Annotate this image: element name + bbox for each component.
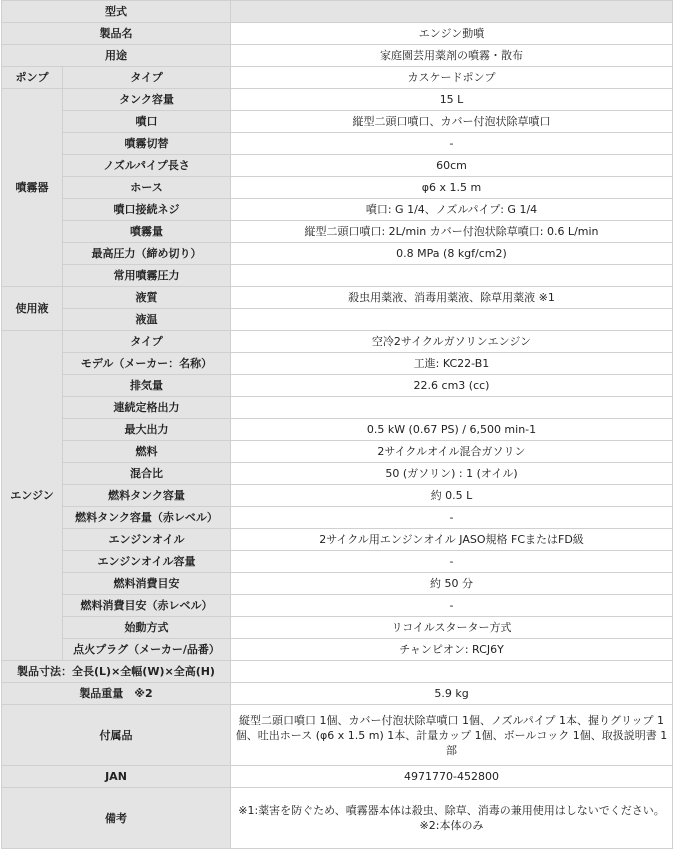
value-funmuki-5: 噴口: G 1/4、ノズルパイプ: G 1/4 xyxy=(231,199,673,221)
label-engine-14: 点火プラグ（メーカー/品番） xyxy=(63,639,231,661)
row-engine-7 xyxy=(2,485,673,507)
row-funmuki-7 xyxy=(2,243,673,265)
label-funmuki-4: ホース xyxy=(63,177,231,199)
row-funmuki-3 xyxy=(2,155,673,177)
value-engine-4: 0.5 kW (0.67 PS) / 6,500 min-1 xyxy=(231,419,673,441)
value-funmuki-4: φ6 x 1.5 m xyxy=(231,177,673,199)
value-engine-6: 50 (ガソリン) : 1 (オイル) xyxy=(231,463,673,485)
row-youto xyxy=(2,45,673,67)
label-funmuki-2: 噴霧切替 xyxy=(63,133,231,155)
label-engine-12: 燃料消費目安（赤レベル） xyxy=(63,595,231,617)
row-engine-2 xyxy=(2,375,673,397)
value-shiyoueki-0: 殺虫用薬液、消毒用薬液、除草用薬液 ※1 xyxy=(231,287,673,309)
label-juuryou: 製品重量 ※2 xyxy=(2,683,231,705)
row-funmuki-4 xyxy=(2,177,673,199)
value-funmuki-8 xyxy=(231,265,673,287)
label-engine-1: モデル（メーカー：名称） xyxy=(63,353,231,375)
label-engine-10: エンジンオイル容量 xyxy=(63,551,231,573)
value-youto: 家庭園芸用薬剤の噴霧・散布 xyxy=(231,45,673,67)
label-funmuki-6: 噴霧量 xyxy=(63,221,231,243)
row-pump-type xyxy=(2,67,673,89)
value-engine-10: - xyxy=(231,551,673,573)
label-engine-7: 燃料タンク容量 xyxy=(63,485,231,507)
row-engine-1 xyxy=(2,353,673,375)
value-funmuki-1: 縦型二頭口噴口、カバー付泡状除草噴口 xyxy=(231,111,673,133)
label-katashiki: 型式 xyxy=(2,1,231,23)
group-pump: ポンプ xyxy=(2,67,63,89)
label-engine-0: タイプ xyxy=(63,331,231,353)
row-engine-13 xyxy=(2,617,673,639)
value-engine-8: - xyxy=(231,507,673,529)
label-engine-5: 燃料 xyxy=(63,441,231,463)
value-sunpou xyxy=(231,661,673,683)
label-engine-8: 燃料タンク容量（赤レベル） xyxy=(63,507,231,529)
value-funmuki-2: - xyxy=(231,133,673,155)
row-engine-8 xyxy=(2,507,673,529)
label-funmuki-1: 噴口 xyxy=(63,111,231,133)
group-shiyoueki: 使用液 xyxy=(2,287,63,331)
label-engine-3: 連続定格出力 xyxy=(63,397,231,419)
bikou-note-2: ※2:本体のみ xyxy=(419,819,484,832)
row-funmuki-5 xyxy=(2,199,673,221)
label-engine-13: 始動方式 xyxy=(63,617,231,639)
value-engine-13: リコイルスターター方式 xyxy=(231,617,673,639)
label-engine-4: 最大出力 xyxy=(63,419,231,441)
value-shiyoueki-1 xyxy=(231,309,673,331)
label-funmuki-8: 常用噴霧圧力 xyxy=(63,265,231,287)
value-juuryou: 5.9 kg xyxy=(231,683,673,705)
label-engine-2: 排気量 xyxy=(63,375,231,397)
row-sunpou xyxy=(2,661,673,683)
row-funmuki-0 xyxy=(2,89,673,111)
row-engine-11 xyxy=(2,573,673,595)
row-shiyoueki-1 xyxy=(2,309,673,331)
value-funmuki-0: 15 L xyxy=(231,89,673,111)
label-shiyoueki-1: 液温 xyxy=(63,309,231,331)
row-seihinmei xyxy=(2,23,673,45)
value-engine-11: 約 50 分 xyxy=(231,573,673,595)
label-seihinmei: 製品名 xyxy=(2,23,231,45)
value-funmuki-7: 0.8 MPa (8 kgf/cm2) xyxy=(231,243,673,265)
row-engine-6 xyxy=(2,463,673,485)
label-funmuki-7: 最高圧力（締め切り） xyxy=(63,243,231,265)
row-katashiki xyxy=(2,1,673,23)
value-engine-14: チャンピオン: RCJ6Y xyxy=(231,639,673,661)
row-bikou xyxy=(2,788,673,849)
value-engine-9: 2サイクル用エンジンオイル JASO規格 FCまたはFD級 xyxy=(231,529,673,551)
row-engine-0 xyxy=(2,331,673,353)
label-jan: JAN xyxy=(2,766,231,788)
value-engine-2: 22.6 cm3 (cc) xyxy=(231,375,673,397)
value-seihinmei: エンジン動噴 xyxy=(231,23,673,45)
label-fuzokuhin: 付属品 xyxy=(2,705,231,766)
value-engine-5: 2サイクルオイル混合ガソリン xyxy=(231,441,673,463)
value-funmuki-3: 60cm xyxy=(231,155,673,177)
row-jan xyxy=(2,766,673,788)
label-funmuki-5: 噴口接続ネジ xyxy=(63,199,231,221)
value-jan: 4971770-452800 xyxy=(231,766,673,788)
label-engine-9: エンジンオイル xyxy=(63,529,231,551)
bikou-note-1: ※1:薬害を防ぐため、噴霧器本体は殺虫、除草、消毒の兼用使用はしないでください。 xyxy=(238,804,665,817)
row-engine-3 xyxy=(2,397,673,419)
row-fuzokuhin xyxy=(2,705,673,766)
row-engine-14 xyxy=(2,639,673,661)
label-pump-type: タイプ xyxy=(63,67,231,89)
group-engine: エンジン xyxy=(2,331,63,661)
label-funmuki-3: ノズルパイプ長さ xyxy=(63,155,231,177)
row-engine-9 xyxy=(2,529,673,551)
label-shiyoueki-0: 液質 xyxy=(63,287,231,309)
label-engine-6: 混合比 xyxy=(63,463,231,485)
row-juuryou xyxy=(2,683,673,705)
value-fuzokuhin: 縦型二頭口噴口 1個、カバー付泡状除草噴口 1個、ノズルパイプ 1本、握りグリップ 1個、吐出ホース (φ6 x 1.5 m) 1本、計量カップ 1個、ボールコック 1個、取扱説明書 1部 xyxy=(231,705,673,766)
row-funmuki-8 xyxy=(2,265,673,287)
row-funmuki-2 xyxy=(2,133,673,155)
value-bikou xyxy=(231,788,673,849)
label-engine-11: 燃料消費目安 xyxy=(63,573,231,595)
value-engine-0: 空冷2サイクルガソリンエンジン xyxy=(231,331,673,353)
group-funmuki: 噴霧器 xyxy=(2,89,63,287)
row-funmuki-6 xyxy=(2,221,673,243)
row-shiyoueki-0 xyxy=(2,287,673,309)
label-funmuki-0: タンク容量 xyxy=(63,89,231,111)
value-engine-3 xyxy=(231,397,673,419)
value-engine-12: - xyxy=(231,595,673,617)
row-funmuki-1 xyxy=(2,111,673,133)
row-engine-5 xyxy=(2,441,673,463)
row-engine-10 xyxy=(2,551,673,573)
spec-table xyxy=(1,0,673,849)
label-youto: 用途 xyxy=(2,45,231,67)
label-bikou: 備考 xyxy=(2,788,231,849)
value-katashiki xyxy=(231,1,673,23)
value-engine-7: 約 0.5 L xyxy=(231,485,673,507)
value-engine-1: 工進: KC22-B1 xyxy=(231,353,673,375)
row-engine-12 xyxy=(2,595,673,617)
label-sunpou: 製品寸法：全長(L)×全幅(W)×全高(H) xyxy=(2,661,231,683)
value-funmuki-6: 縦型二頭口噴口: 2L/min カバー付泡状除草噴口: 0.6 L/min xyxy=(231,221,673,243)
row-engine-4 xyxy=(2,419,673,441)
value-pump-type: カスケードポンプ xyxy=(231,67,673,89)
